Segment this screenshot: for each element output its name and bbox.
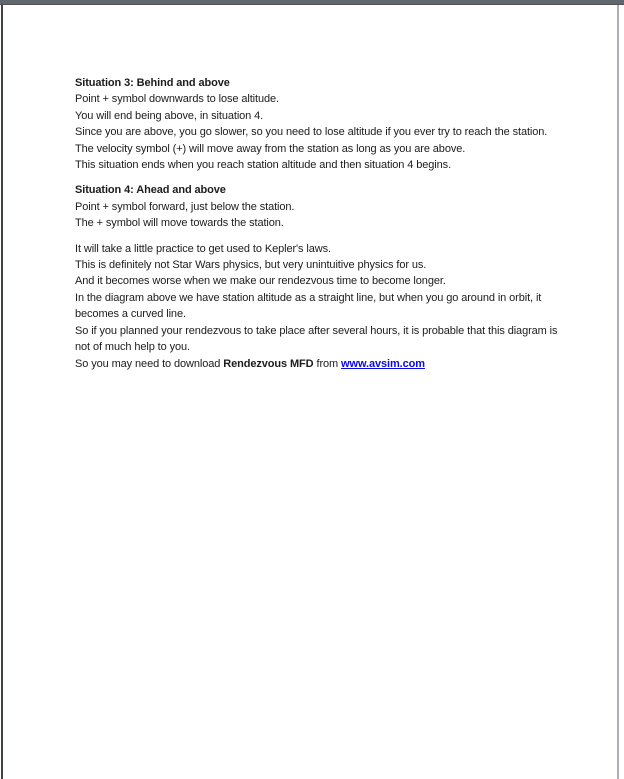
text-line-rich <box>75 356 596 372</box>
paragraph <box>75 182 596 231</box>
avsim-link[interactable]: www.avsim.com <box>341 357 425 370</box>
text-line: Point + symbol downwards to lose altitude. <box>75 93 279 106</box>
page-left-border <box>1 5 3 779</box>
text-line: not of much help to you. <box>75 341 191 354</box>
text-line: This is definitely not Star Wars physics, but very unintuitive physics for us. <box>75 259 427 272</box>
section-heading: Situation 4: Ahead and above <box>75 184 226 197</box>
bold-text: Rendezvous MFD <box>223 357 314 370</box>
text-line: In the diagram above we have station altitude as a straight line, but when you go around in orbit, it <box>75 291 542 304</box>
text-line: And it becomes worse when we make our rendezvous time to become longer. <box>75 275 446 288</box>
text-line: Since you are above, you go slower, so you need to lose altitude if you ever try to reach the station. <box>75 126 548 139</box>
page-right-border <box>617 5 619 779</box>
plain-text: from <box>313 357 342 370</box>
paragraph <box>75 241 596 372</box>
paragraph <box>75 75 596 173</box>
document-page <box>75 75 596 381</box>
text-line: This situation ends when you reach station altitude and then situation 4 begins. <box>75 159 452 172</box>
text-line: becomes a curved line. <box>75 308 186 321</box>
text-line: The + symbol will move towards the station. <box>75 217 284 230</box>
section-heading: Situation 3: Behind and above <box>75 77 230 89</box>
viewer-top-edge <box>0 0 624 5</box>
plain-text: So you may need to download <box>75 357 224 370</box>
text-line: So if you planned your rendezvous to take place after several hours, it is probable that this diagram is <box>75 324 558 337</box>
text-line: The velocity symbol (+) will move away from the station as long as you are above. <box>75 142 466 155</box>
text-line: Point + symbol forward, just below the station. <box>75 200 295 213</box>
text-line: You will end being above, in situation 4. <box>75 109 264 122</box>
text-line: It will take a little practice to get used to Kepler's laws. <box>75 242 331 255</box>
